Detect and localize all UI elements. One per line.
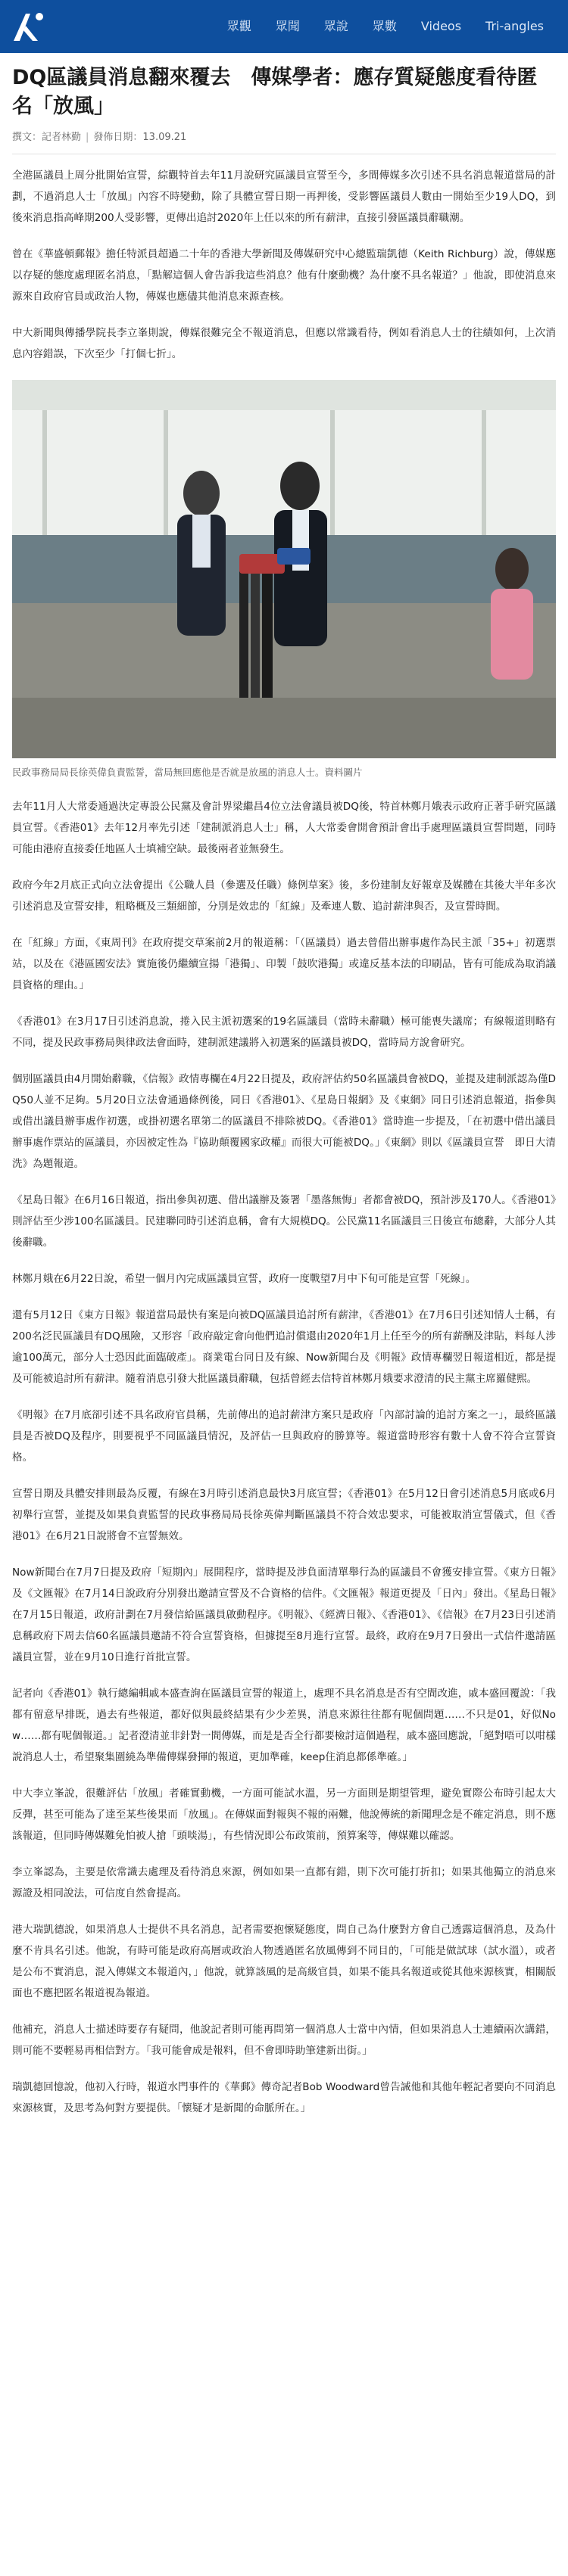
paragraph-12: 《明報》在7月底卻引述不具名政府官員稱，先前傳出的追討薪津方案只是政府「內部討論的追討方案之一」，最終區議員是否被DQ及程序，則要視乎不同區議員情況，及評估一旦與政府的勝算等。報道當時形容有數十人會不符合宣誓資格。: [12, 1409, 556, 1464]
paragraph-6: 在「紅線」方面，《東周刊》在政府提交草案前2月的報道稱：「（區議員）過去曾借出辦事處作為民主派「35+」初選票站，以及在《港區國安法》實施後仍繼續宣揚「港獨」、印製「鼓吹港獨」或違反基本法的印刷品，皆有可能成為取消議員資格的理由。」: [12, 937, 556, 991]
paragraph-16: 中大李立峯說，很難評估「放風」者確實動機，一方面可能試水溫，另一方面則是期望管理，避免實際公布時引起太大反彈，甚至可能為了達至某些後果而「放風」。在傳媒面對報與不報的兩難，他說傳統的新聞理念是不確定消息，則不應該報道，但同時傳媒難免怕被人搶「頭啖湯」，有些情況即公布政策前，預算案等，傳媒難以確認。: [12, 1787, 556, 1842]
paragraph-14: Now新聞台在7月7日提及政府「短期內」展開程序，當時提及涉負面清單舉行為的區議員不會獲安排宣誓。《東方日報》及《文匯報》在7月14日說政府分別發出邀請宣誓及不合資格的信件。《文匯報》報道更提及「日內」發出。《星島日報》在7月15日報道，政府計劃在7月發信給區議員啟動程序。《明報》、《經濟日報》、《香港01》、《信報》在7月23日引述消息稱政府下周去信60名區議員邀請不符合宣誓資格，但據提至8月進行宣誓。最終，政府在9月7日發出一式信件邀請區議員宣誓，並在9月10日進行首批宣誓。: [12, 1566, 556, 1663]
nav-item-3[interactable]: 眾說: [323, 19, 348, 33]
author: 撰文：記者林勤: [12, 132, 82, 143]
press-conference-illustration: [12, 380, 556, 758]
article-photo: [12, 380, 556, 758]
paragraph-15: 記者向《香港01》執行總編輯戚本盛查詢在區議員宣誓的報道上，處理不具名消息是否有空間改進，戚本盛回覆說：「我都有留意早排既，過去有些報道，都好似與最終結果有少少差異，消息來源往往都有呢個問題……不只是01，好似Now……都有呢個報道。」記者澄清並非針對一間傳媒，而是是否全行都要檢討這個過程，戚本盛回應說，「絕對唔可以咁樣說消息人士，希望聚集圍繞為準備傳媒發揮的報道，更加準確，keep住消息都係準確。」: [12, 1688, 556, 1763]
paragraph-7: 《香港01》在3月17日引述消息說，捲入民主派初選案的19名區議員（當時未辭職）極可能喪失議席；有線報道則略有不同，提及民政事務局與律政法會面時，建制派建議將入初選案的區議員被DQ，當時局方說會研究。: [12, 1016, 556, 1049]
paragraph-5: 政府今年2月底正式向立法會提出《公職人員（參選及任職）條例草案》後，多份建制友好報章及媒體在其後大半年多次引述消息及宣誓安排，粗略概及三類細節，分別是效忠的「紅線」及牽連人數、追討薪津與否，及宣誓時間。: [12, 879, 556, 913]
article-byline: [12, 129, 556, 154]
paragraph-4: 去年11月人大常委通過決定專設公民黨及會計界梁繼昌4位立法會議員被DQ後，特首林鄭月娥表示政府正著手研究區議員宣誓。《香港01》去年12月率先引述「建制派消息人士」稱，人大常委會開會預計會出手處理區議員宣誓問題，同時可能由港府直接委任地區人士填補空缺。最後兩者並無發生。: [12, 801, 556, 855]
nav-item-tri-angles[interactable]: Tri-angles: [485, 19, 544, 33]
paragraph-11: 還有5月12日《東方日報》報道當局最快有案是向被DQ區議員追討所有薪津，《香港01》在7月6日引述知情人士稱，有200名泛民區議員有DQ風險，又形容「政府敲定會向他們追討償還由2020年1月上任至今的所有薪酬及津貼，料每人涉逾100萬元，部分人士恐因此面臨破產」。商業電台同日及有線、Now新聞台及《明報》政情專欄翌日報道相近，都是提及可能被追討所有薪津。隨着消息引發大批區議員辭職，包括曾經去信特首林鄭月娥要求澄清的民主黨主席羅健熙。: [12, 1309, 556, 1385]
main-nav: [215, 0, 556, 53]
paragraph-13: 宣誓日期及具體安排則最為反覆，有線在3月時引述消息最快3月底宣誓；《香港01》在5月12日會引述消息5月底或6月初舉行宣誓，並提及如果負責監誓的民政事務局局長徐英偉判斷區議員不符合效忠要求，可能被取消宣誓儀式，但《香港01》在6月21日說將會不宣誓無效。: [12, 1488, 556, 1542]
paragraph-3: 中大新聞與傳播學院長李立峯則說，傳媒很難完全不報道消息，但應以常識看待，例如看消息人士的往績如何，上次消息內容錯誤，下次至少「打個七折」。: [12, 327, 556, 360]
paragraph-19: 他補充，消息人士描述時要存有疑問，他說記者則可能再問第一個消息人士當中內情，但如果消息人士連續兩次講錯，則可能不要輕易再相信對方。「我可能會成是報料，但不會即時助筆建新出街。」: [12, 2024, 556, 2057]
nav-item-2[interactable]: 眾聞: [275, 19, 300, 33]
article: [0, 64, 568, 2119]
paragraph-20: 瑞凱德回憶說，他初入行時，報道水門事件的《華郵》傳奇記者Bob Woodward曾告誡他和其他年輕記者要向不同消息來源核實，及思考為何對方要提供。「懷疑才是新聞的命脈所在。」: [12, 2081, 556, 2114]
paragraph-18: 港大瑞凱德說，如果消息人士提供不具名消息，記者需要抱懷疑態度，問自己為什麼對方會自己透露這個消息，及為什麼不肯具名引述。他說，有時可能是政府高層或政治人物透過匿名放風傳到不同目的，「可能是做試球（試水溫），或者是公布不實消息，混入傳媒文本報道內，」他說，就算該風的是高級官員，如果不能具名報道或從其他來源核實，相關版面也不應把匿名報道視為報道。: [12, 1924, 556, 1999]
byline-separator: |: [86, 132, 89, 143]
nav-item-1[interactable]: 眾觀: [226, 19, 251, 33]
paragraph-8: 個別區議員由4月開始辭職，《信報》政情專欄在4月22日提及，政府評估約50名區議員會被DQ，並提及建制派認為僅DQ50人並不足夠。5月20日立法會通過條例後，同日《香港01》、《星島日報網》及《東網》同日引述消息報道，指參與或借出議員辦事處作初選，或掛初選名單第二的區議員不排除被DQ。《香港01》當時進一步提及，「在初選中借出議員辦事處作票站的區議員，亦因被定性為『協助顛覆國家政權』而很大可能被DQ。」《東網》則以《區議員宣誓 即日大清洗》為題報道。: [12, 1073, 556, 1170]
publish-date: 發佈日期：13.09.21: [93, 132, 187, 143]
site-header: [0, 0, 568, 53]
nav-item-4[interactable]: 眾數: [372, 19, 397, 33]
logo-mark-icon: [9, 8, 51, 45]
paragraph-10: 林鄭月娥在6月22日說，希望一個月內完成區議員宣誓，政府一度戰望7月中下旬可能是宣誓「死線」。: [12, 1273, 476, 1285]
photo-caption: 民政事務局局長徐英偉負責監誓，當局無回應他是否就是放風的消息人士。資料圖片: [12, 767, 363, 778]
paragraph-9: 《星島日報》在6月16日報道，指出參與初選、借出議辦及簽署「墨落無悔」者都會被DQ，預計涉及170人。《香港01》則評估至少涉100名區議員。民建聯同時引述消息稱，會有大規模DQ。公民黨11名區議員三日後宣布總辭，大部分人其後辭職。: [12, 1194, 556, 1249]
nav-item-videos[interactable]: Videos: [420, 19, 462, 33]
paragraph-2: 曾在《華盛頓郵報》擔任特派員超過二十年的香港大學新聞及傳媒研究中心總監瑞凱德（Keith Richburg）說，傳媒應以存疑的態度處理匿名消息，「點解這個人會告訴我這些消息？他有什麼動機？為什麼不具名報道？」他說，即使消息來源來自政府官員或政治人物，傳媒也應儘其他消息來源查核。: [12, 248, 556, 303]
article-title: DQ區議員消息翻來覆去 傳媒學者：應存質疑態度看待匿名「放風」: [12, 66, 538, 118]
paragraph-1: 全港區議員上周分批開始宣誓，綜觀特首去年11月說研究區議員宣誓至今，多間傳媒多次引述不具名消息報道當局的計劃，不過消息人士「放風」內容不時變動，除了具體宣誓日期一再押後，受影響區議員人數由一開始至少19人DQ，到後來消息指高峰期200人受影響，更傳出追討2020年上任以來的所有薪津，直接引發區議員辭職潮。: [12, 170, 556, 224]
site-logo[interactable]: [0, 0, 61, 53]
paragraph-17: 李立峯認為，主要是依常識去處理及看待消息來源，例如如果一直都有錯，則下次可能打折扣；如果其他獨立的消息來源證及相同說法，可信度自然會提高。: [12, 1866, 556, 1899]
